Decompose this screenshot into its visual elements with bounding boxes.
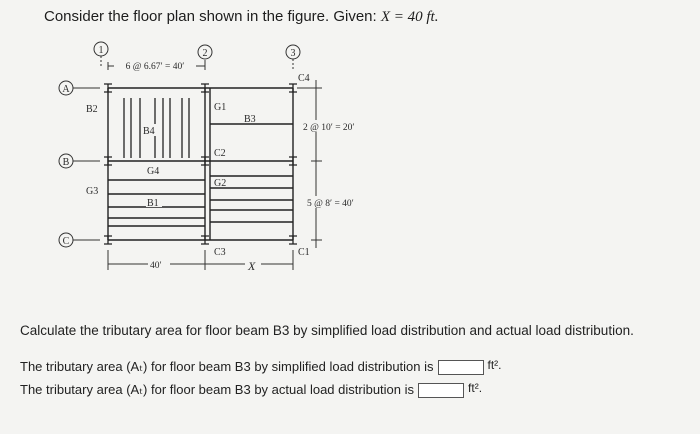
answer-simplified — [20, 359, 502, 375]
header-text: Consider the floor plan shown in the figure. Given: — [44, 8, 381, 25]
column-line-1 — [94, 42, 108, 68]
column-markers — [104, 84, 297, 244]
column-line-1-label: 1 — [98, 45, 104, 56]
answer-simplified-input[interactable] — [438, 360, 484, 375]
label-B1: B1 — [147, 198, 159, 209]
answer-actual — [20, 382, 482, 398]
bottom-dimension — [108, 250, 293, 270]
answer-actual-unit: ft². — [468, 381, 483, 395]
girders — [108, 88, 293, 240]
right-dimension — [297, 80, 322, 248]
label-B2: B2 — [86, 104, 98, 115]
row-line-B — [59, 154, 100, 168]
row-line-C-label: C — [62, 236, 70, 247]
column-line-2 — [198, 45, 212, 59]
row-line-A — [59, 81, 100, 95]
bottom-dimension-left-label: 40′ — [150, 261, 162, 271]
floor-beams-right — [210, 124, 293, 222]
label-G4: G4 — [147, 166, 160, 177]
column-line-3 — [286, 45, 300, 70]
answer-simplified-unit: ft². — [487, 358, 502, 372]
label-G3: G3 — [86, 186, 99, 197]
label-G2: G2 — [214, 178, 227, 189]
label-B4: B4 — [143, 126, 155, 137]
row-line-B-label: B — [62, 157, 70, 168]
column-grid-lines — [108, 88, 293, 240]
bottom-dimension-right-label: X — [248, 259, 256, 273]
column-line-3-label: 3 — [290, 48, 296, 59]
floor-beams-upper-left — [124, 98, 189, 158]
answer-actual-input[interactable] — [418, 383, 464, 398]
given-value: X = 40 ft. — [380, 9, 439, 25]
label-C2: C2 — [214, 148, 226, 159]
right-dimension-upper-label: 2 @ 10′ = 20′ — [303, 123, 355, 133]
top-dimension — [108, 60, 205, 72]
label-G1: G1 — [214, 102, 227, 113]
question-text: Calculate the tributary area for floor beam B3 by simplified load distribution and actual load distribution. — [20, 323, 634, 338]
label-C3: C3 — [214, 247, 226, 258]
right-dimension-lower-label: 5 @ 8′ = 40′ — [307, 199, 354, 209]
top-dimension-label: 6 @ 6.67′ = 40′ — [125, 62, 185, 72]
label-B3: B3 — [244, 114, 256, 125]
answer-actual-label: The tributary area (Aₜ) for floor beam B3 by actual load distribution is — [20, 382, 415, 397]
label-C4: C4 — [298, 73, 310, 84]
member-labels — [86, 73, 310, 258]
label-C1: C1 — [298, 247, 310, 258]
column-line-2-label: 2 — [202, 48, 208, 59]
row-line-C — [59, 233, 100, 247]
answer-simplified-label: The tributary area (Aₜ) for floor beam B3 by simplified load distribution is — [20, 359, 434, 374]
row-line-A-label: A — [62, 84, 70, 95]
